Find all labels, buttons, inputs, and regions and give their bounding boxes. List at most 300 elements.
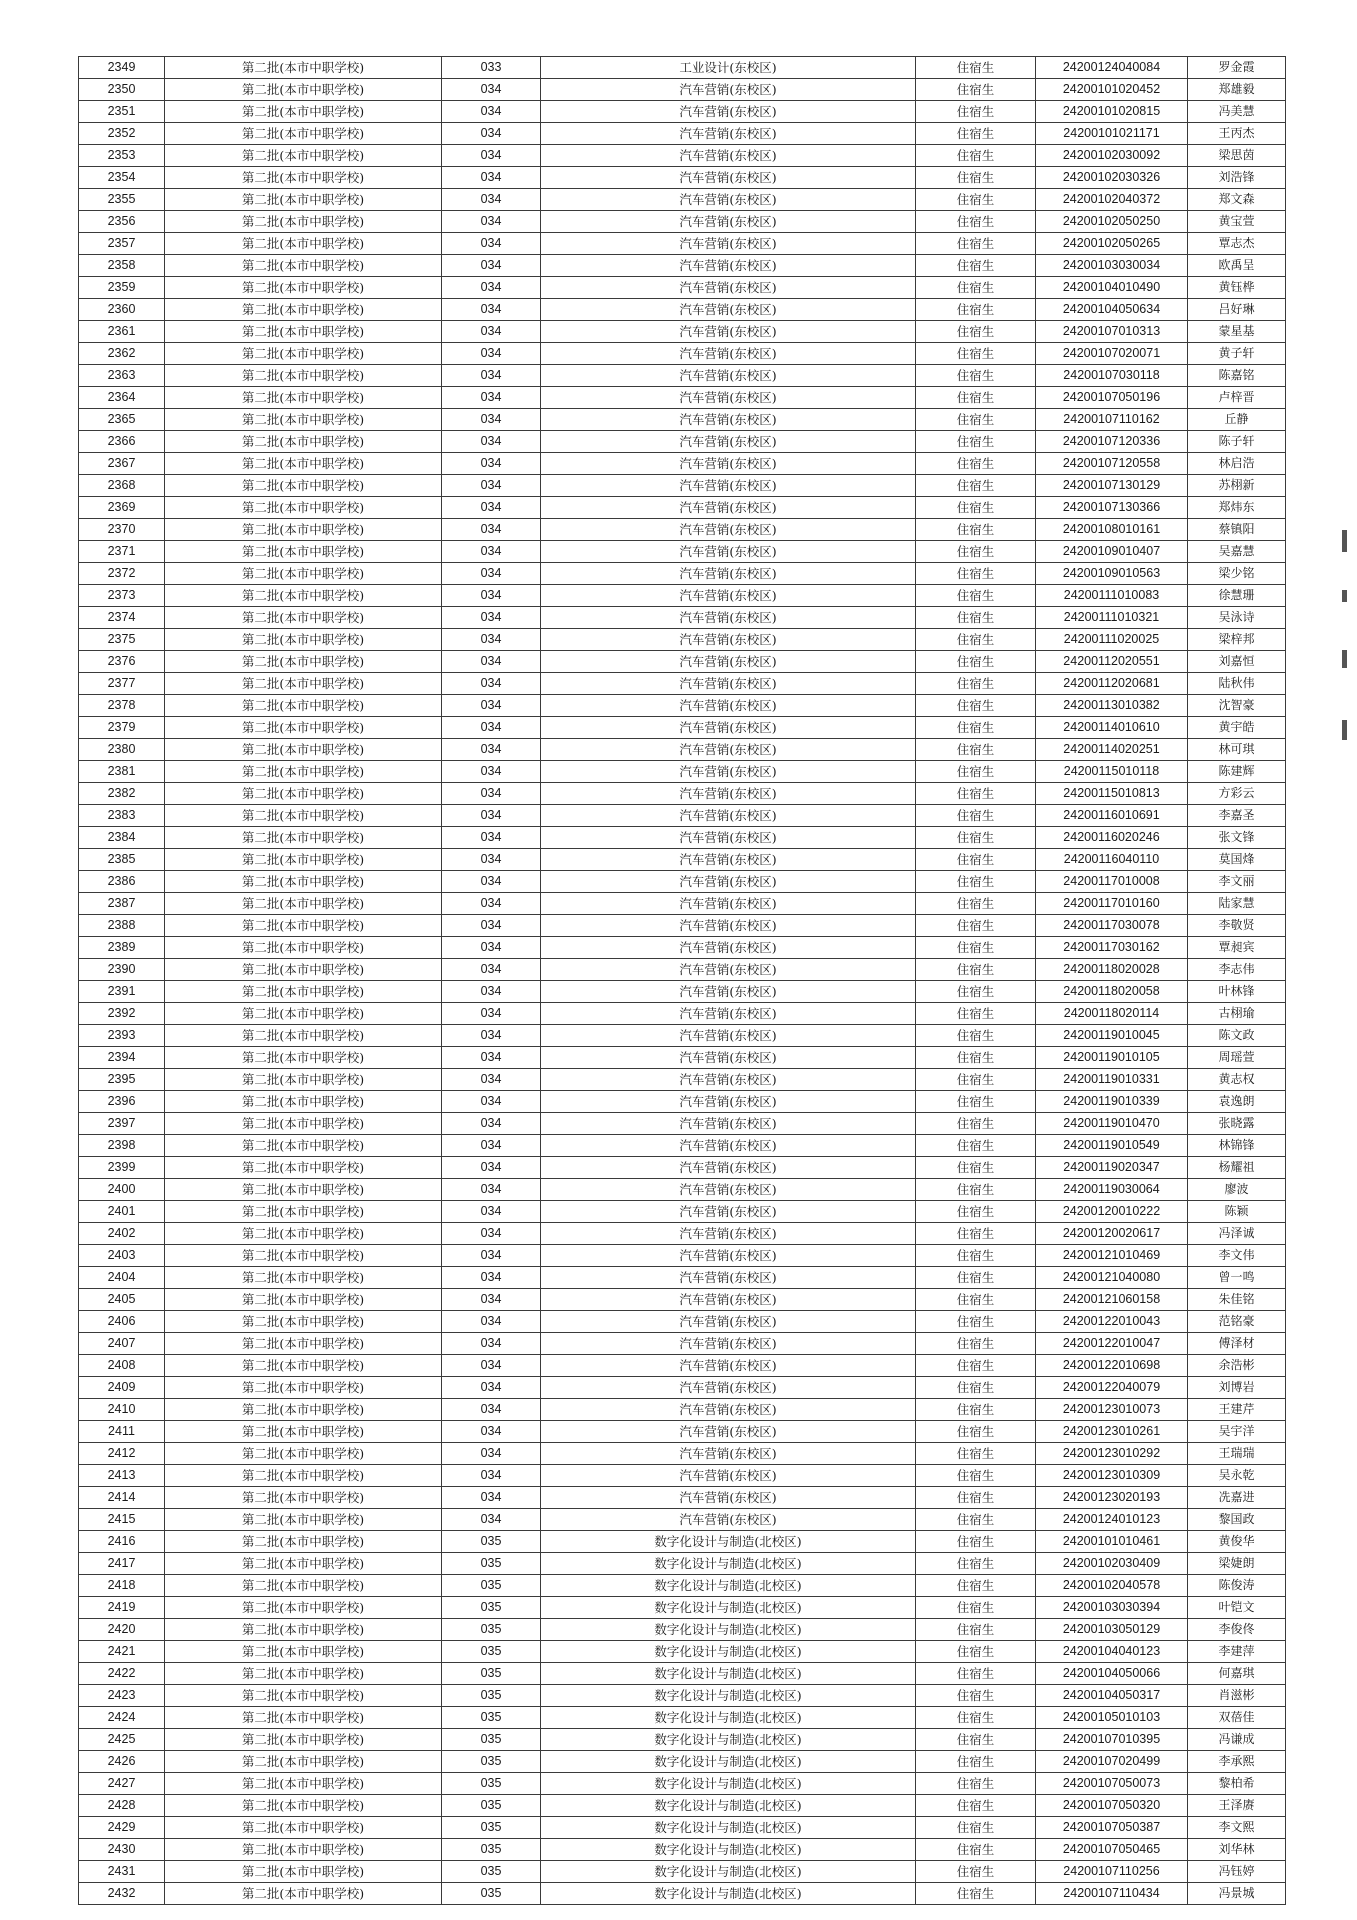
batch-cell: 第二批(本市中职学校) <box>165 563 442 585</box>
row-number: 2420 <box>79 1619 165 1641</box>
batch-cell: 第二批(本市中职学校) <box>165 937 442 959</box>
table-row <box>79 255 1286 277</box>
exam-number: 24200107050320 <box>1036 1795 1188 1817</box>
major-name: 汽车营销(东校区) <box>541 893 916 915</box>
student-name: 郑文森 <box>1188 189 1286 211</box>
boarding-status: 住宿生 <box>916 981 1036 1003</box>
batch-cell: 第二批(本市中职学校) <box>165 167 442 189</box>
row-number: 2352 <box>79 123 165 145</box>
row-number: 2391 <box>79 981 165 1003</box>
major-code: 034 <box>442 871 541 893</box>
exam-number: 24200103050129 <box>1036 1619 1188 1641</box>
major-code: 035 <box>442 1817 541 1839</box>
major-code: 035 <box>442 1553 541 1575</box>
table-row <box>79 1333 1286 1355</box>
boarding-status: 住宿生 <box>916 849 1036 871</box>
row-number: 2358 <box>79 255 165 277</box>
batch-cell: 第二批(本市中职学校) <box>165 981 442 1003</box>
boarding-status: 住宿生 <box>916 453 1036 475</box>
student-name: 梁婕朗 <box>1188 1553 1286 1575</box>
batch-cell: 第二批(本市中职学校) <box>165 1069 442 1091</box>
row-number: 2429 <box>79 1817 165 1839</box>
major-name: 汽车营销(东校区) <box>541 1289 916 1311</box>
row-number: 2373 <box>79 585 165 607</box>
batch-cell: 第二批(本市中职学校) <box>165 1223 442 1245</box>
student-name: 冯谦成 <box>1188 1729 1286 1751</box>
boarding-status: 住宿生 <box>916 1641 1036 1663</box>
major-code: 034 <box>442 585 541 607</box>
major-code: 034 <box>442 651 541 673</box>
batch-cell: 第二批(本市中职学校) <box>165 1553 442 1575</box>
batch-cell: 第二批(本市中职学校) <box>165 453 442 475</box>
boarding-status: 住宿生 <box>916 1465 1036 1487</box>
boarding-status: 住宿生 <box>916 1289 1036 1311</box>
exam-number: 24200119010549 <box>1036 1135 1188 1157</box>
batch-cell: 第二批(本市中职学校) <box>165 673 442 695</box>
major-name: 数字化设计与制造(北校区) <box>541 1773 916 1795</box>
boarding-status: 住宿生 <box>916 1773 1036 1795</box>
row-number: 2428 <box>79 1795 165 1817</box>
batch-cell: 第二批(本市中职学校) <box>165 1773 442 1795</box>
row-number: 2417 <box>79 1553 165 1575</box>
exam-number: 24200121040080 <box>1036 1267 1188 1289</box>
row-number: 2430 <box>79 1839 165 1861</box>
row-number: 2423 <box>79 1685 165 1707</box>
student-name: 何嘉琪 <box>1188 1663 1286 1685</box>
major-name: 汽车营销(东校区) <box>541 1443 916 1465</box>
boarding-status: 住宿生 <box>916 1179 1036 1201</box>
major-code: 034 <box>442 673 541 695</box>
student-name: 肖滋彬 <box>1188 1685 1286 1707</box>
table-row <box>79 1729 1286 1751</box>
table-row <box>79 1399 1286 1421</box>
table-row <box>79 101 1286 123</box>
exam-number: 24200102050250 <box>1036 211 1188 233</box>
batch-cell: 第二批(本市中职学校) <box>165 1135 442 1157</box>
row-number: 2381 <box>79 761 165 783</box>
table-row <box>79 959 1286 981</box>
major-code: 034 <box>442 1465 541 1487</box>
major-name: 汽车营销(东校区) <box>541 563 916 585</box>
major-code: 035 <box>442 1795 541 1817</box>
major-code: 034 <box>442 1289 541 1311</box>
exam-number: 24200107120558 <box>1036 453 1188 475</box>
exam-number: 24200107110256 <box>1036 1861 1188 1883</box>
student-name: 黄宝萱 <box>1188 211 1286 233</box>
exam-number: 24200117030162 <box>1036 937 1188 959</box>
table-row <box>79 79 1286 101</box>
boarding-status: 住宿生 <box>916 1333 1036 1355</box>
batch-cell: 第二批(本市中职学校) <box>165 1751 442 1773</box>
row-number: 2375 <box>79 629 165 651</box>
exam-number: 24200101020452 <box>1036 79 1188 101</box>
exam-number: 24200121060158 <box>1036 1289 1188 1311</box>
row-number: 2356 <box>79 211 165 233</box>
boarding-status: 住宿生 <box>916 629 1036 651</box>
major-name: 汽车营销(东校区) <box>541 849 916 871</box>
major-name: 汽车营销(东校区) <box>541 607 916 629</box>
row-number: 2413 <box>79 1465 165 1487</box>
major-code: 034 <box>442 629 541 651</box>
batch-cell: 第二批(本市中职学校) <box>165 497 442 519</box>
major-code: 034 <box>442 343 541 365</box>
batch-cell: 第二批(本市中职学校) <box>165 189 442 211</box>
major-code: 035 <box>442 1641 541 1663</box>
batch-cell: 第二批(本市中职学校) <box>165 57 442 79</box>
major-name: 汽车营销(东校区) <box>541 1311 916 1333</box>
student-name: 梁思茵 <box>1188 145 1286 167</box>
exam-number: 24200107050465 <box>1036 1839 1188 1861</box>
student-name: 古栩瑜 <box>1188 1003 1286 1025</box>
major-name: 汽车营销(东校区) <box>541 783 916 805</box>
major-name: 汽车营销(东校区) <box>541 805 916 827</box>
major-code: 035 <box>442 1773 541 1795</box>
row-number: 2410 <box>79 1399 165 1421</box>
major-code: 034 <box>442 1003 541 1025</box>
boarding-status: 住宿生 <box>916 431 1036 453</box>
major-name: 汽车营销(东校区) <box>541 79 916 101</box>
table-row <box>79 57 1286 79</box>
major-code: 034 <box>442 453 541 475</box>
major-code: 034 <box>442 1267 541 1289</box>
table-row <box>79 871 1286 893</box>
major-code: 035 <box>442 1839 541 1861</box>
major-name: 汽车营销(东校区) <box>541 211 916 233</box>
batch-cell: 第二批(本市中职学校) <box>165 1861 442 1883</box>
student-name: 冯钰婷 <box>1188 1861 1286 1883</box>
batch-cell: 第二批(本市中职学校) <box>165 871 442 893</box>
row-number: 2403 <box>79 1245 165 1267</box>
table-row <box>79 849 1286 871</box>
student-name: 刘浩锋 <box>1188 167 1286 189</box>
exam-number: 24200105010103 <box>1036 1707 1188 1729</box>
major-code: 034 <box>442 255 541 277</box>
major-code: 034 <box>442 189 541 211</box>
exam-number: 24200117010008 <box>1036 871 1188 893</box>
exam-number: 24200115010118 <box>1036 761 1188 783</box>
table-row <box>79 189 1286 211</box>
row-number: 2368 <box>79 475 165 497</box>
major-code: 034 <box>442 1135 541 1157</box>
batch-cell: 第二批(本市中职学校) <box>165 1685 442 1707</box>
major-code: 035 <box>442 1663 541 1685</box>
exam-number: 24200116040110 <box>1036 849 1188 871</box>
table-row <box>79 1597 1286 1619</box>
table-row <box>79 1311 1286 1333</box>
batch-cell: 第二批(本市中职学校) <box>165 607 442 629</box>
boarding-status: 住宿生 <box>916 739 1036 761</box>
exam-number: 24200119010339 <box>1036 1091 1188 1113</box>
boarding-status: 住宿生 <box>916 673 1036 695</box>
major-name: 汽车营销(东校区) <box>541 431 916 453</box>
table-row <box>79 651 1286 673</box>
exam-number: 24200123010073 <box>1036 1399 1188 1421</box>
major-code: 034 <box>442 1113 541 1135</box>
exam-number: 24200112020681 <box>1036 673 1188 695</box>
table-row <box>79 1003 1286 1025</box>
batch-cell: 第二批(本市中职学校) <box>165 1311 442 1333</box>
student-name: 张文锋 <box>1188 827 1286 849</box>
table-row <box>79 607 1286 629</box>
major-code: 035 <box>442 1597 541 1619</box>
row-number: 2349 <box>79 57 165 79</box>
boarding-status: 住宿生 <box>916 365 1036 387</box>
student-name: 李承熙 <box>1188 1751 1286 1773</box>
major-code: 034 <box>442 321 541 343</box>
major-name: 汽车营销(东校区) <box>541 1399 916 1421</box>
exam-number: 24200121010469 <box>1036 1245 1188 1267</box>
student-name: 范铭豪 <box>1188 1311 1286 1333</box>
batch-cell: 第二批(本市中职学校) <box>165 959 442 981</box>
exam-number: 24200111010083 <box>1036 585 1188 607</box>
row-number: 2406 <box>79 1311 165 1333</box>
major-code: 034 <box>442 541 541 563</box>
exam-number: 24200107130129 <box>1036 475 1188 497</box>
table-row <box>79 365 1286 387</box>
table-row <box>79 1839 1286 1861</box>
boarding-status: 住宿生 <box>916 1003 1036 1025</box>
major-code: 035 <box>442 1707 541 1729</box>
row-number: 2393 <box>79 1025 165 1047</box>
student-name: 莫国烽 <box>1188 849 1286 871</box>
batch-cell: 第二批(本市中职学校) <box>165 1597 442 1619</box>
student-name: 曾一鸣 <box>1188 1267 1286 1289</box>
table-row <box>79 1443 1286 1465</box>
student-name: 吴泳诗 <box>1188 607 1286 629</box>
batch-cell: 第二批(本市中职学校) <box>165 717 442 739</box>
boarding-status: 住宿生 <box>916 783 1036 805</box>
student-name: 王丙杰 <box>1188 123 1286 145</box>
major-name: 汽车营销(东校区) <box>541 299 916 321</box>
row-number: 2377 <box>79 673 165 695</box>
table-row <box>79 1179 1286 1201</box>
major-code: 034 <box>442 1311 541 1333</box>
boarding-status: 住宿生 <box>916 1245 1036 1267</box>
student-name: 林可琪 <box>1188 739 1286 761</box>
row-number: 2432 <box>79 1883 165 1905</box>
major-name: 数字化设计与制造(北校区) <box>541 1575 916 1597</box>
major-code: 034 <box>442 739 541 761</box>
table-row <box>79 343 1286 365</box>
exam-number: 24200104010490 <box>1036 277 1188 299</box>
table-row <box>79 1861 1286 1883</box>
major-code: 034 <box>442 849 541 871</box>
boarding-status: 住宿生 <box>916 1839 1036 1861</box>
row-number: 2399 <box>79 1157 165 1179</box>
row-number: 2405 <box>79 1289 165 1311</box>
major-name: 汽车营销(东校区) <box>541 365 916 387</box>
row-number: 2360 <box>79 299 165 321</box>
student-name: 吴嘉慧 <box>1188 541 1286 563</box>
boarding-status: 住宿生 <box>916 1883 1036 1905</box>
major-name: 汽车营销(东校区) <box>541 321 916 343</box>
student-name: 梁少铭 <box>1188 563 1286 585</box>
student-name: 方彩云 <box>1188 783 1286 805</box>
major-code: 033 <box>442 57 541 79</box>
boarding-status: 住宿生 <box>916 695 1036 717</box>
major-name: 汽车营销(东校区) <box>541 1421 916 1443</box>
major-code: 035 <box>442 1575 541 1597</box>
row-number: 2418 <box>79 1575 165 1597</box>
student-name: 陈子轩 <box>1188 431 1286 453</box>
boarding-status: 住宿生 <box>916 541 1036 563</box>
batch-cell: 第二批(本市中职学校) <box>165 893 442 915</box>
row-number: 2415 <box>79 1509 165 1531</box>
exam-number: 24200103030394 <box>1036 1597 1188 1619</box>
student-name: 李敬贤 <box>1188 915 1286 937</box>
table-row <box>79 1201 1286 1223</box>
exam-number: 24200116020246 <box>1036 827 1188 849</box>
table-row <box>79 431 1286 453</box>
major-code: 034 <box>442 1179 541 1201</box>
table-row <box>79 1531 1286 1553</box>
table-row <box>79 541 1286 563</box>
boarding-status: 住宿生 <box>916 167 1036 189</box>
student-name: 吕好琳 <box>1188 299 1286 321</box>
batch-cell: 第二批(本市中职学校) <box>165 1377 442 1399</box>
major-code: 035 <box>442 1619 541 1641</box>
exam-number: 24200102040372 <box>1036 189 1188 211</box>
major-name: 汽车营销(东校区) <box>541 1509 916 1531</box>
major-code: 034 <box>442 1245 541 1267</box>
student-name: 覃志杰 <box>1188 233 1286 255</box>
exam-number: 24200123020193 <box>1036 1487 1188 1509</box>
boarding-status: 住宿生 <box>916 915 1036 937</box>
major-name: 数字化设计与制造(北校区) <box>541 1729 916 1751</box>
batch-cell: 第二批(本市中职学校) <box>165 783 442 805</box>
batch-cell: 第二批(本市中职学校) <box>165 1795 442 1817</box>
row-number: 2380 <box>79 739 165 761</box>
batch-cell: 第二批(本市中职学校) <box>165 695 442 717</box>
boarding-status: 住宿生 <box>916 651 1036 673</box>
major-name: 汽车营销(东校区) <box>541 1487 916 1509</box>
major-name: 汽车营销(东校区) <box>541 1355 916 1377</box>
boarding-status: 住宿生 <box>916 717 1036 739</box>
major-code: 034 <box>442 981 541 1003</box>
major-name: 汽车营销(东校区) <box>541 871 916 893</box>
student-name: 黄宇皓 <box>1188 717 1286 739</box>
exam-number: 24200107010313 <box>1036 321 1188 343</box>
student-name: 蔡镇阳 <box>1188 519 1286 541</box>
boarding-status: 住宿生 <box>916 563 1036 585</box>
major-name: 数字化设计与制造(北校区) <box>541 1641 916 1663</box>
major-code: 034 <box>442 717 541 739</box>
exam-number: 24200124040084 <box>1036 57 1188 79</box>
major-name: 汽车营销(东校区) <box>541 167 916 189</box>
student-name: 冯泽诚 <box>1188 1223 1286 1245</box>
major-name: 汽车营销(东校区) <box>541 519 916 541</box>
table-row <box>79 673 1286 695</box>
row-number: 2394 <box>79 1047 165 1069</box>
batch-cell: 第二批(本市中职学校) <box>165 365 442 387</box>
student-name: 欧禹呈 <box>1188 255 1286 277</box>
exam-number: 24200118020114 <box>1036 1003 1188 1025</box>
major-code: 034 <box>442 519 541 541</box>
boarding-status: 住宿生 <box>916 497 1036 519</box>
table-row <box>79 387 1286 409</box>
table-row <box>79 563 1286 585</box>
major-code: 035 <box>442 1685 541 1707</box>
major-name: 数字化设计与制造(北校区) <box>541 1817 916 1839</box>
exam-number: 24200107110162 <box>1036 409 1188 431</box>
table-row <box>79 1883 1286 1905</box>
exam-number: 24200119010331 <box>1036 1069 1188 1091</box>
batch-cell: 第二批(本市中职学校) <box>165 519 442 541</box>
boarding-status: 住宿生 <box>916 277 1036 299</box>
batch-cell: 第二批(本市中职学校) <box>165 1179 442 1201</box>
exam-number: 24200107050196 <box>1036 387 1188 409</box>
table-row <box>79 585 1286 607</box>
batch-cell: 第二批(本市中职学校) <box>165 475 442 497</box>
major-name: 汽车营销(东校区) <box>541 827 916 849</box>
student-name: 张晓露 <box>1188 1113 1286 1135</box>
major-name: 数字化设计与制造(北校区) <box>541 1685 916 1707</box>
table-row <box>79 1421 1286 1443</box>
exam-number: 24200107050387 <box>1036 1817 1188 1839</box>
row-number: 2379 <box>79 717 165 739</box>
batch-cell: 第二批(本市中职学校) <box>165 541 442 563</box>
boarding-status: 住宿生 <box>916 299 1036 321</box>
batch-cell: 第二批(本市中职学校) <box>165 387 442 409</box>
student-name: 李文熙 <box>1188 1817 1286 1839</box>
row-number: 2378 <box>79 695 165 717</box>
major-name: 数字化设计与制造(北校区) <box>541 1531 916 1553</box>
student-name: 郑炜东 <box>1188 497 1286 519</box>
batch-cell: 第二批(本市中职学校) <box>165 1091 442 1113</box>
exam-number: 24200111020025 <box>1036 629 1188 651</box>
table-row <box>79 761 1286 783</box>
batch-cell: 第二批(本市中职学校) <box>165 321 442 343</box>
row-number: 2357 <box>79 233 165 255</box>
major-name: 工业设计(东校区) <box>541 57 916 79</box>
boarding-status: 住宿生 <box>916 1201 1036 1223</box>
boarding-status: 住宿生 <box>916 1355 1036 1377</box>
major-code: 034 <box>442 783 541 805</box>
student-name: 李俊佟 <box>1188 1619 1286 1641</box>
boarding-status: 住宿生 <box>916 57 1036 79</box>
exam-number: 24200107120336 <box>1036 431 1188 453</box>
boarding-status: 住宿生 <box>916 79 1036 101</box>
batch-cell: 第二批(本市中职学校) <box>165 1729 442 1751</box>
boarding-status: 住宿生 <box>916 321 1036 343</box>
table-row <box>79 1553 1286 1575</box>
major-code: 034 <box>442 1355 541 1377</box>
row-number: 2386 <box>79 871 165 893</box>
student-name: 吴永乾 <box>1188 1465 1286 1487</box>
boarding-status: 住宿生 <box>916 145 1036 167</box>
major-code: 034 <box>442 1377 541 1399</box>
row-number: 2402 <box>79 1223 165 1245</box>
table-row <box>79 739 1286 761</box>
batch-cell: 第二批(本市中职学校) <box>165 585 442 607</box>
major-name: 汽车营销(东校区) <box>541 1003 916 1025</box>
table-row <box>79 1223 1286 1245</box>
table-row <box>79 277 1286 299</box>
table-row <box>79 805 1286 827</box>
table-row <box>79 981 1286 1003</box>
major-name: 汽车营销(东校区) <box>541 937 916 959</box>
exam-number: 24200120020617 <box>1036 1223 1188 1245</box>
exam-number: 24200111010321 <box>1036 607 1188 629</box>
student-name: 周瑶萱 <box>1188 1047 1286 1069</box>
batch-cell: 第二批(本市中职学校) <box>165 1201 442 1223</box>
table-row <box>79 1069 1286 1091</box>
boarding-status: 住宿生 <box>916 1707 1036 1729</box>
table-row <box>79 1487 1286 1509</box>
row-number: 2382 <box>79 783 165 805</box>
exam-number: 24200102050265 <box>1036 233 1188 255</box>
student-name: 陈文政 <box>1188 1025 1286 1047</box>
